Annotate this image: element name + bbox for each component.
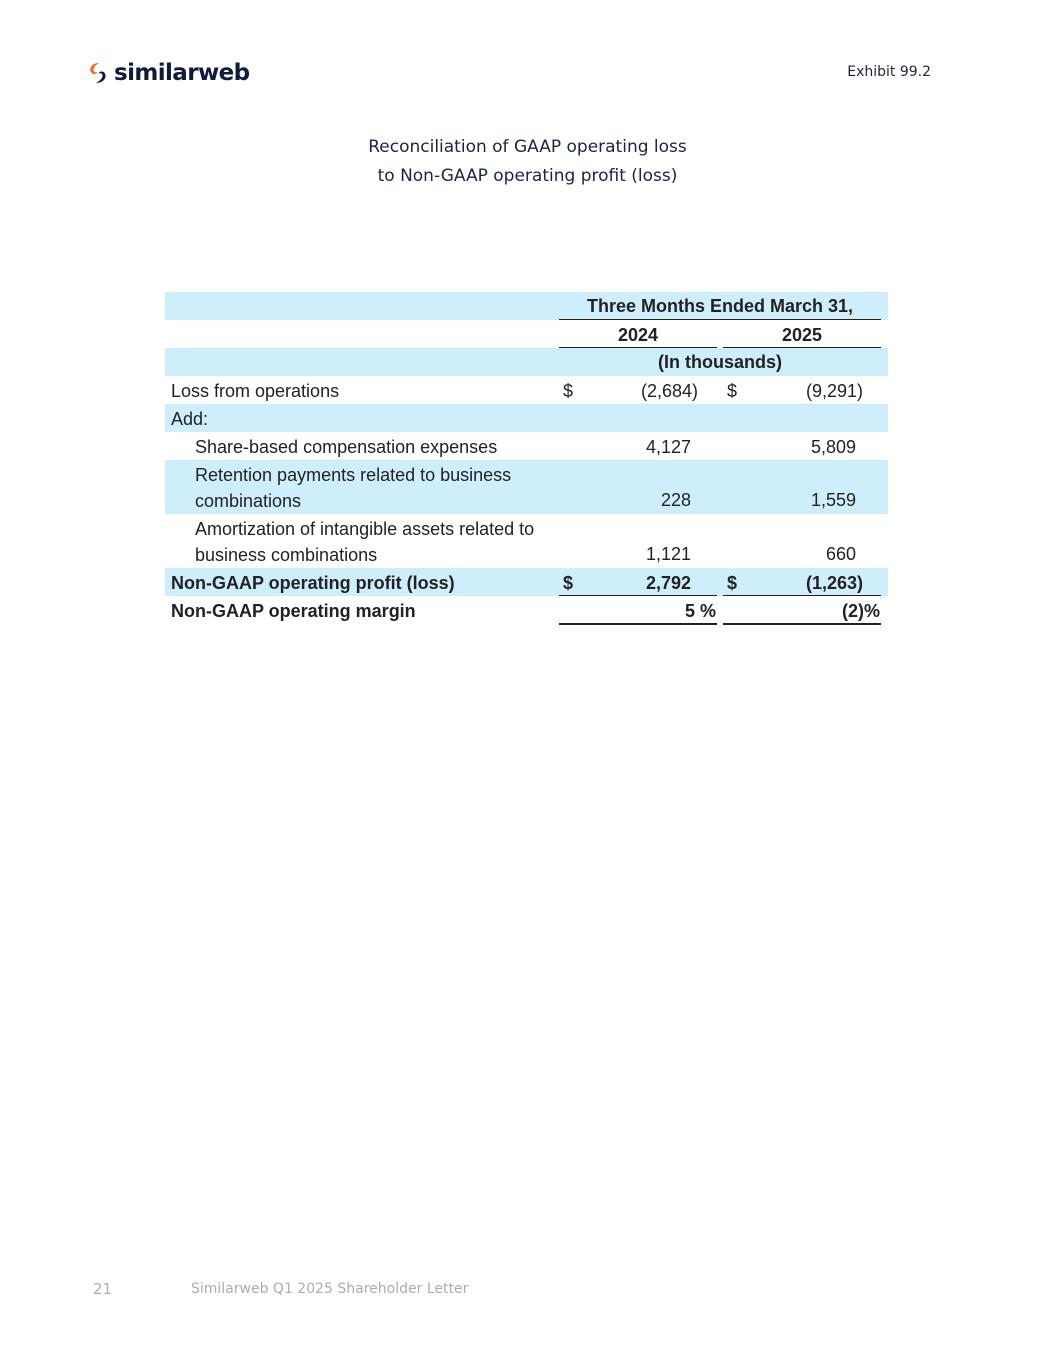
table-header-period-row xyxy=(165,292,888,320)
units-label: (In thousands) xyxy=(658,352,782,372)
table-row xyxy=(165,460,888,514)
value-2025: (1,263) xyxy=(805,573,863,593)
value-2024: 4,127 xyxy=(645,437,691,457)
period-header: Three Months Ended March 31, xyxy=(586,296,854,316)
table-row xyxy=(165,568,888,596)
table-row xyxy=(165,514,888,568)
exhibit-label: Exhibit 99.2 xyxy=(847,64,931,80)
row-label: Retention payments related to business combinations xyxy=(195,465,512,511)
row-label: Share-based compensation expenses xyxy=(195,437,498,457)
page-title-line-2: to Non-GAAP operating profit (loss) xyxy=(377,166,678,186)
row-label: Amortization of intangible assets related to business combinations xyxy=(195,519,535,565)
reconciliation-table xyxy=(165,292,888,624)
page-number: 21 xyxy=(93,1280,113,1298)
dollar-sign: $ xyxy=(563,573,574,593)
value-2024: (2,684) xyxy=(640,381,698,401)
row-label: Non-GAAP operating margin xyxy=(171,601,416,621)
value-2024: 5 % xyxy=(684,601,716,621)
year-2025-header: 2025 xyxy=(781,325,823,345)
similarweb-logo-icon xyxy=(88,62,108,84)
value-2024: 228 xyxy=(660,490,691,510)
dollar-sign: $ xyxy=(727,381,738,401)
similarweb-logo xyxy=(88,58,249,88)
table-row xyxy=(165,404,888,432)
dollar-sign: $ xyxy=(727,573,738,593)
row-label: Add: xyxy=(171,409,209,429)
row-label: Non-GAAP operating profit (loss) xyxy=(171,573,455,593)
dollar-sign: $ xyxy=(563,381,574,401)
table-row xyxy=(165,432,888,460)
value-2025: 660 xyxy=(825,544,856,564)
value-2025: (2)% xyxy=(841,601,880,621)
page-title-line-1: Reconciliation of GAAP operating loss xyxy=(368,137,687,157)
footer-document-name: Similarweb Q1 2025 Shareholder Letter xyxy=(191,1281,469,1297)
table-header-year-row xyxy=(165,320,888,348)
value-2024: 2,792 xyxy=(645,573,691,593)
logo-text: similarweb xyxy=(114,60,250,86)
table-header-units-row xyxy=(165,348,888,376)
row-label: Loss from operations xyxy=(171,381,340,401)
value-2025: (9,291) xyxy=(805,381,863,401)
year-2024-header: 2024 xyxy=(617,325,659,345)
value-2024: 1,121 xyxy=(645,544,691,564)
table-row xyxy=(165,376,888,404)
value-2025: 5,809 xyxy=(810,437,856,457)
table-row xyxy=(165,596,888,624)
value-2025: 1,559 xyxy=(810,490,856,510)
